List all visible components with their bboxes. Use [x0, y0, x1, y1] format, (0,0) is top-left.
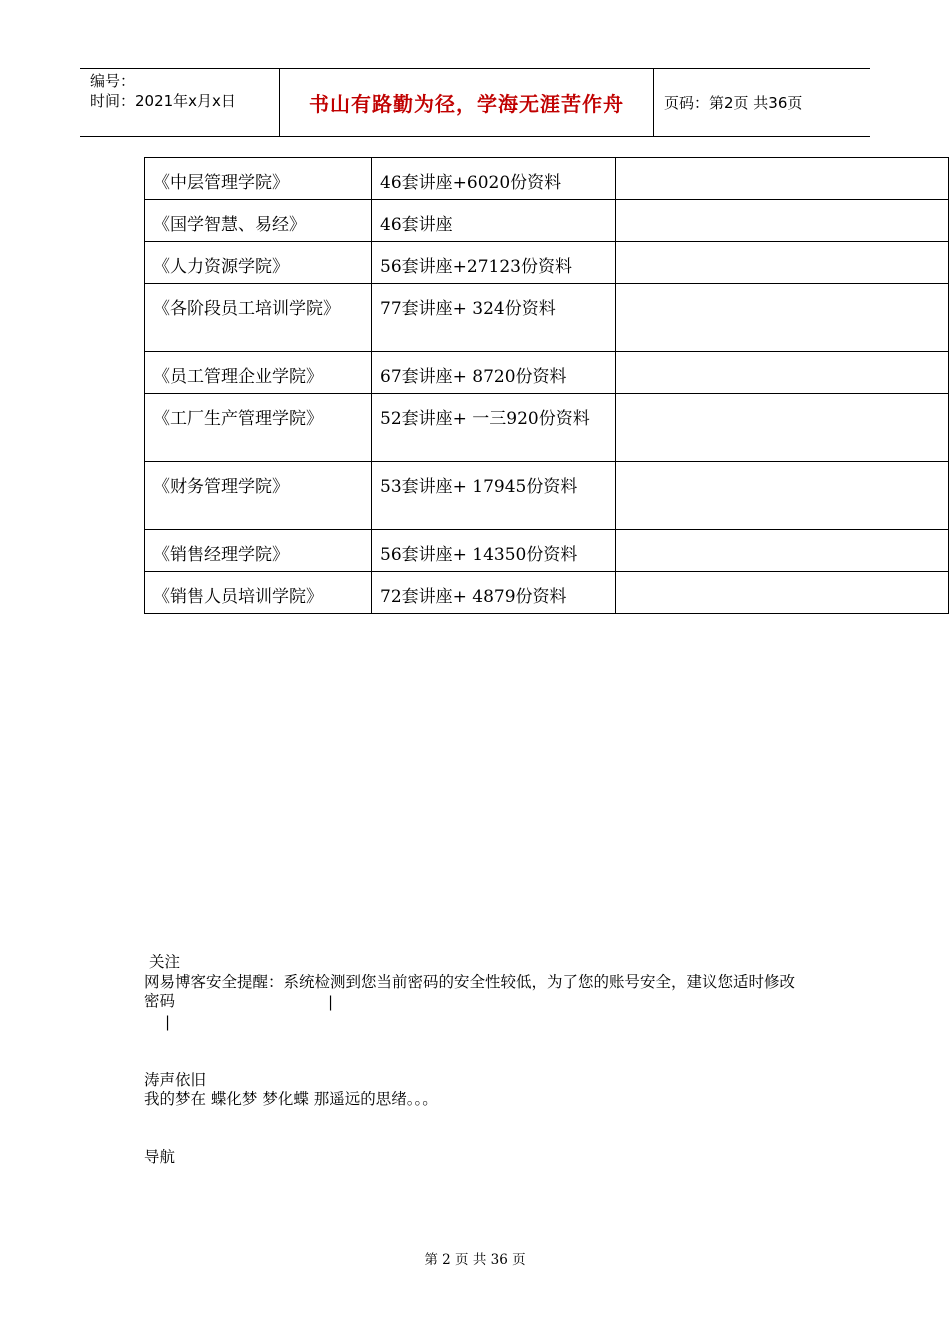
table-row	[145, 284, 949, 352]
course-extra-cell	[616, 394, 949, 462]
course-detail-cell: 56套讲座+ 14350份资料	[372, 530, 616, 572]
course-name-cell: 《财务管理学院》	[145, 462, 372, 530]
course-extra-cell	[616, 200, 949, 242]
header-motto: 书山有路勤为径，学海无涯苦作舟	[280, 69, 654, 136]
course-name-cell: 《销售人员培训学院》	[145, 572, 372, 614]
table-row	[145, 242, 949, 284]
course-name-cell: 《销售经理学院》	[145, 530, 372, 572]
course-extra-cell	[616, 284, 949, 352]
header-page-info: 页码：第2页 共36页	[664, 94, 803, 112]
table-row	[145, 572, 949, 614]
separator-2: |	[165, 1013, 171, 1031]
nav-label[interactable]: 导航	[144, 1148, 176, 1166]
author-name[interactable]: 涛声依旧	[144, 1071, 207, 1089]
course-table	[144, 157, 949, 614]
security-notice: 网易博客安全提醒：系统检测到您当前密码的安全性较低，为了您的账号安全，建议您适时修改密码	[144, 973, 796, 1010]
course-detail-cell: 46套讲座	[372, 200, 616, 242]
course-name-cell: 《工厂生产管理学院》	[145, 394, 372, 462]
course-detail-cell: 52套讲座+ 一三920份资料	[372, 394, 616, 462]
course-detail-cell: 46套讲座+6020份资料	[372, 158, 616, 200]
course-detail-cell: 77套讲座+ 324份资料	[372, 284, 616, 352]
course-extra-cell	[616, 462, 949, 530]
course-extra-cell	[616, 242, 949, 284]
page-footer: 第 2 页 共 36 页	[424, 1252, 526, 1268]
course-name-cell: 《员工管理企业学院》	[145, 352, 372, 394]
date-label: 时间：2021年x月x日	[90, 92, 236, 110]
table-row	[145, 394, 949, 462]
page-header	[80, 68, 870, 137]
course-detail-cell: 53套讲座+ 17945份资料	[372, 462, 616, 530]
course-detail-cell: 67套讲座+ 8720份资料	[372, 352, 616, 394]
header-meta	[80, 69, 280, 136]
separator: |	[328, 993, 334, 1011]
follow-label[interactable]: 关注	[149, 953, 181, 971]
course-name-cell: 《人力资源学院》	[145, 242, 372, 284]
table-row	[145, 200, 949, 242]
course-name-cell: 《中层管理学院》	[145, 158, 372, 200]
course-name-cell: 《各阶段员工培训学院》	[145, 284, 372, 352]
course-extra-cell	[616, 530, 949, 572]
course-extra-cell	[616, 158, 949, 200]
course-detail-cell: 56套讲座+27123份资料	[372, 242, 616, 284]
table-row	[145, 530, 949, 572]
table-row	[145, 462, 949, 530]
code-label: 编号：	[90, 72, 136, 90]
table-row	[145, 352, 949, 394]
course-detail-cell: 72套讲座+ 4879份资料	[372, 572, 616, 614]
course-extra-cell	[616, 572, 949, 614]
course-extra-cell	[616, 352, 949, 394]
author-signature: 我的梦在 蝶化梦 梦化蝶 那遥远的思绪。。。	[144, 1090, 438, 1108]
course-name-cell: 《国学智慧、易经》	[145, 200, 372, 242]
table-row	[145, 158, 949, 200]
